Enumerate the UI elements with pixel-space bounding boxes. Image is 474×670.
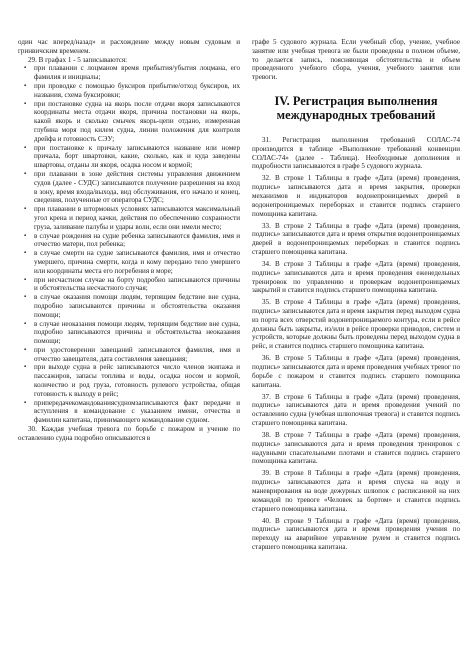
intro-paragraph: один час вперед/назад» и расхождение между новым судовым и гринвичским временем. bbox=[18, 38, 240, 55]
paragraph-31: 31. Регистрация выполнения требований СОЛАС-74 производится в таблице «Выполнение требований конвенции СОЛАС-74» (далее - Таблица). Необходимые дополнения и подробности записываются в графе 5 судового журнала. bbox=[252, 135, 460, 171]
list-item: ▪ в случае оказания помощи людям, терпящим бедствие вне судна, подробно записываются причины и обстоятельства оказания помощи; bbox=[34, 293, 240, 319]
list-item: ▪ при несчастном случае на борту подробно записываются причины и обстоятельства несчастного случая; bbox=[34, 276, 240, 294]
list-item: ▪ при плавании в штормовых условиях записываются максимальный угол крена и период качки, действия по обеспечению сохранности груза, заливание палубы и удары волн, если они имели место; bbox=[34, 205, 240, 231]
item-30-paragraph: 30. Каждая учебная тревога по борьбе с пожаром и учение по оставлению судна подробно описываются в bbox=[18, 425, 240, 442]
paragraph-36: 36. В строке 5 Таблицы в графе «Дата (время) проведения, подпись» записываются дата и время проведения учебных тревог по борьбе с пожаром и ставится подпись старшего помощника капитана. bbox=[252, 354, 460, 389]
item-29-heading: 29. В графах 1 - 5 записываются: bbox=[28, 55, 128, 64]
bullet-list bbox=[18, 64, 240, 425]
paragraph-33: 33. В строке 2 Таблицы в графе «Дата (время) проведения, подпись» записываются дата и время открытия водонепроницаемых дверей в водонепроницаемых переборках и ставится подпись старшего помощника капитана. bbox=[252, 221, 460, 256]
list-item: ▪ при плавании в зоне действия системы управления движением судов (далее - СУДС) записываются получение разрешения на вход в зону, время входа/выхода, вид обслуживания, его начало и конец, сведения, полученные от оператора СУДС; bbox=[34, 170, 240, 205]
list-item: ▪ при выходе судна в рейс записываются число членов экипажа и пассажиров, запасы топлива и воды, осадка носом и кормой, количество и род груза, готовность рулевого устройства, общая готовность к выходу в рейс; bbox=[34, 363, 240, 398]
continuation-paragraph: графе 5 судового журнала. Если учебный сбор, учение, учебное занятие или учебная тревога не были проведены в полном объеме, то делается запись, поясняющая обстоятельства и объем проведенного учебного сбора, учения, учебного занятия или тревоги. bbox=[252, 38, 460, 82]
paragraph-35: 35. В строке 4 Таблицы в графе «Дата (время) проведения, подпись» записываются дата и время закрытия перед выходом судна из порта всех отверстий водонепроницаемого контура, если в рейсе должны быть закрыты, из/или в рейсе проверки приводов, систем и устройств, которые должны быть проведены перед выходом судна в рейс, и ставится подпись старшего помощника капитана. bbox=[252, 298, 460, 351]
list-item: ▪ при удостоверении завещаний записываются фамилия, имя и отчество завещателя, дата составления завещания; bbox=[34, 346, 240, 364]
section-title-line-1: IV. Регистрация выполнения bbox=[274, 93, 438, 108]
list-item: ▪ при проводке с помощью буксиров прибытие/отход буксиров, их названия, схема буксировки; bbox=[34, 82, 240, 100]
list-item: ▪ в случае неоказания помощи людям, терпящим бедствие вне судна, подробно записываются причины и обстоятельства неоказания помощи; bbox=[34, 320, 240, 346]
list-item: ▪ припередачекомандованиясудномзаписываются факт передачи и вступления в командование с указанием имени, отчества и фамилии капитана, принимающего командование судном. bbox=[34, 399, 240, 425]
paragraph-37: 37. В строке 6 Таблицы в графе «Дата (время) проведения, подпись» записываются дата и время проведения учений по оставлению судна (учебная шлюпочная тревога) и ставится подпись старшего помощника капитана. bbox=[252, 392, 460, 428]
section-title-line-2: международных требований bbox=[276, 107, 436, 122]
section-title bbox=[252, 94, 460, 122]
paragraph-40: 40. В строке 9 Таблицы в графе «Дата (время) проведения, подпись» записываются дата и время проведения учения по переходу на аварийное управление рулем и ставится подпись старшего помощника капитана. bbox=[252, 516, 460, 551]
list-item: ▪ при постановке к причалу записываются название или номер причала, борт швартовки, какие, сколько, как и куда заведены швартовы, отданы ли якоря, осадка носом и кормой; bbox=[34, 144, 240, 170]
paragraph-38: 38. В строке 7 Таблицы в графе «Дата (время) проведения, подпись» записываются дата и время проведения тренировок с надувными спасательными плотами и ставится подпись старшего помощника капитана. bbox=[252, 431, 460, 466]
list-item: ▪ при плавании с лоцманом время прибытия/убытия лоцмана, его фамилия и инициалы; bbox=[34, 64, 240, 82]
left-column bbox=[18, 38, 240, 443]
list-item: ▪ в случае рождения на судне ребенка записываются фамилия, имя и отчество матери, пол ребенка; bbox=[34, 232, 240, 250]
right-column bbox=[252, 38, 460, 555]
paragraph-39: 39. В строке 8 Таблицы в графе «Дата (время) проведения, подпись» записываются дата и время спуска на воду и маневрирования на воде дежурных шлюпок с расписанной на них командой по тревоге «Человек за бортом» и ставится подпись старшего помощника капитана. bbox=[252, 469, 460, 513]
paragraph-34: 34. В строке 3 Таблицы в графе «Дата (время) проведения, подпись» записываются дата и время проведения еженедельных тренировок по управлению и проверкам водонепроницаемых закрытий и ставится подпись старшего помощника капитана. bbox=[252, 259, 460, 295]
paragraph-32: 32. В строке 1 Таблицы в графе «Дата (время) проведения, подпись» записываются дата и время закрытия, проверки механизмов и индикаторов водонепроницаемых дверей в водонепроницаемых переборках и ставится подпись старшего помощника капитана. bbox=[252, 174, 460, 218]
list-item: ▪ в случае смерти на судне записываются фамилия, имя и отчество умершего, причина смерти, когда и кому передано тело умершего или координаты места его погребения в море; bbox=[34, 249, 240, 275]
list-item: ▪ при постановке судна на якорь после отдачи якоря записываются координаты места отдачи якоря, причина постановки на якорь, какой якорь и сколько смычек якорь-цепи отдано, измеренная глубина моря под килем судна, линии положения для контроля дрейфа и готовность СЭУ; bbox=[34, 100, 240, 144]
